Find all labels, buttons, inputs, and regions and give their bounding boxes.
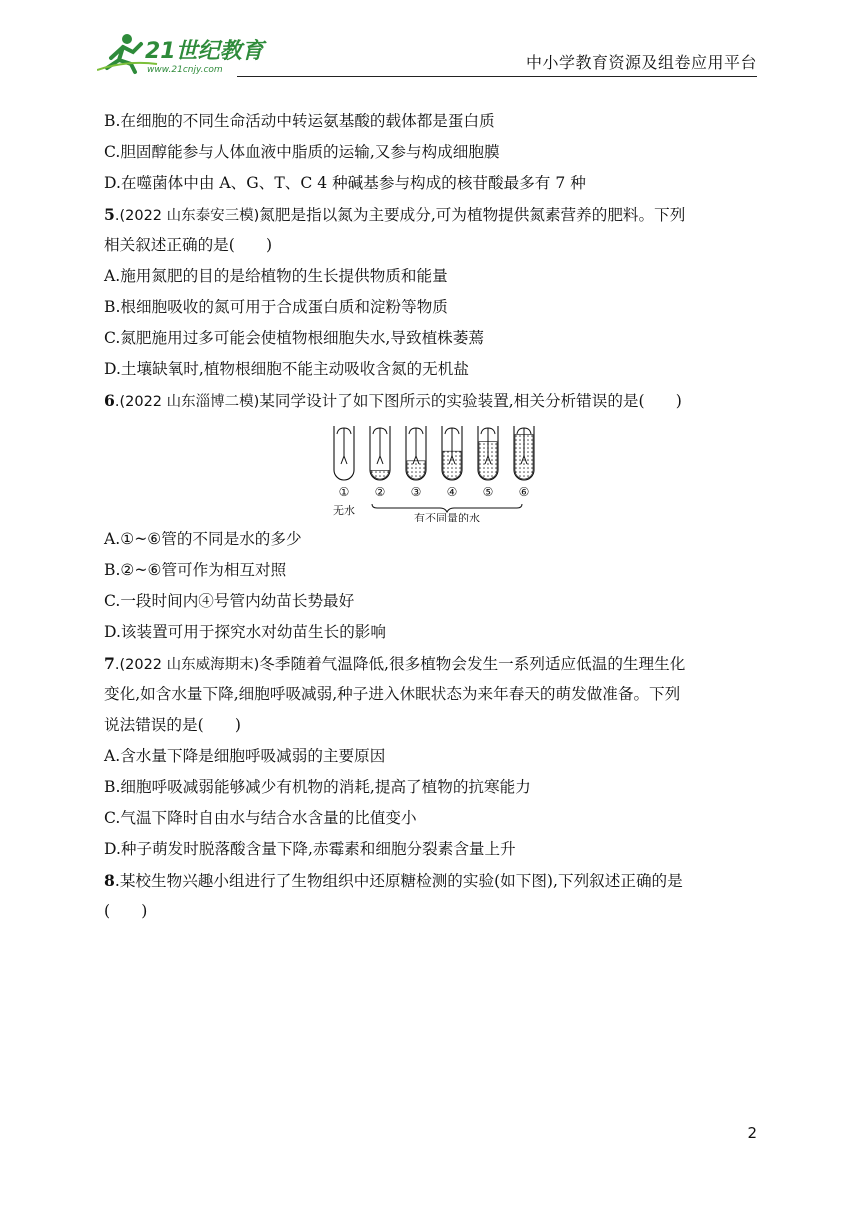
q4-option-d: D.在噬菌体中由 A、G、T、C 4 种碱基参与构成的核苷酸最多有 7 种 [104, 174, 586, 192]
q5-text: 氮肥是指以氮为主要成分,可为植物提供氮素营养的肥料。下列 [259, 206, 686, 224]
page-header [97, 30, 757, 80]
tube-label: ② [374, 485, 386, 499]
test-tube-1 [334, 426, 354, 499]
label-no-water: 无水 [333, 504, 355, 517]
seedling [337, 428, 351, 464]
q6-option-a: A.①~⑥管的不同是水的多少 [104, 530, 302, 548]
tube-label: ① [338, 485, 350, 499]
q7-option-a: A.含水量下降是细胞呼吸减弱的主要原因 [104, 747, 386, 765]
page-number: 2 [747, 1124, 757, 1142]
q8-number: 8 [104, 871, 115, 890]
q6-stem [104, 385, 754, 416]
test-tube-diagram [322, 422, 542, 522]
test-tube-4 [442, 426, 462, 499]
q6-number: 6 [104, 391, 115, 410]
q7-text: 冬季随着气温降低,很多植物会发生一系列适应低温的生理生化 [259, 655, 686, 673]
q7-option-c: C.气温下降时自由水与结合水含量的比值变小 [104, 809, 417, 827]
q5-source: .(2022 山东泰安三模) [114, 208, 260, 224]
q5-option-c: C.氮肥施用过多可能会使植物根细胞失水,导致植株萎蔫 [104, 329, 484, 347]
test-tube-3 [406, 426, 426, 499]
seedling [373, 428, 387, 464]
q5-number: 5 [104, 205, 115, 224]
tube-label: ⑥ [518, 485, 530, 499]
q6-option-d: D.该装置可用于探究水对幼苗生长的影响 [104, 623, 386, 641]
q6-option-c: C.一段时间内④号管内幼苗长势最好 [104, 592, 355, 610]
q5-stem-cont: 相关叙述正确的是( ) [104, 236, 273, 254]
brace [372, 504, 522, 512]
q8-text: .某校生物兴趣小组进行了生物组织中还原糖检测的实验(如下图),下列叙述正确的是 [114, 872, 683, 890]
q6-source: .(2022 山东淄博二模) [114, 394, 260, 410]
q7-option-b: B.细胞呼吸减弱能够减少有机物的消耗,提高了植物的抗寒能力 [104, 778, 531, 796]
svg-text:21世纪教育: 21世纪教育 [145, 39, 264, 64]
question-content [104, 106, 754, 927]
label-different-water: 有不同量的水 [414, 512, 480, 522]
q7-source: .(2022 山东威海期末) [114, 657, 260, 673]
header-divider [237, 76, 757, 77]
q5-option-b: B.根细胞吸收的氮可用于合成蛋白质和淀粉等物质 [104, 298, 448, 316]
test-tube-6 [514, 426, 534, 499]
test-tube-figure [104, 416, 754, 524]
tube-label: ③ [410, 485, 422, 499]
seedling [409, 428, 423, 464]
q7-stem-cont2: 说法错误的是( ) [104, 716, 241, 734]
water-level [407, 461, 425, 479]
tube-label: ④ [446, 485, 458, 499]
q7-option-d: D.种子萌发时脱落酸含量下降,赤霉素和细胞分裂素含量上升 [104, 840, 516, 858]
q7-number: 7 [104, 654, 115, 673]
q5-option-a: A.施用氮肥的目的是给植物的生长提供物质和能量 [104, 267, 448, 285]
svg-text:www.21cnjy.com: www.21cnjy.com [147, 65, 223, 75]
tube-label: ⑤ [482, 485, 494, 499]
q6-option-b: B.②~⑥管可作为相互对照 [104, 561, 287, 579]
q6-text: 某同学设计了如下图所示的实验装置,相关分析错误的是( ) [259, 392, 682, 410]
test-tube-5 [478, 426, 498, 499]
q8-stem-cont: ( ) [104, 902, 148, 920]
platform-name: 中小学教育资源及组卷应用平台 [525, 53, 757, 72]
logo [97, 30, 267, 76]
q4-option-c: C.胆固醇能参与人体血液中脂质的运输,又参与构成细胞膜 [104, 143, 500, 161]
test-tube-2 [370, 426, 390, 499]
q5-option-d: D.土壤缺氧时,植物根细胞不能主动吸收含氮的无机盐 [104, 360, 469, 378]
q8-stem [104, 865, 754, 896]
q5-stem [104, 199, 754, 230]
q4-option-b: B.在细胞的不同生命活动中转运氨基酸的载体都是蛋白质 [104, 112, 495, 130]
q7-stem [104, 648, 754, 679]
q7-stem-cont: 变化,如含水量下降,细胞呼吸减弱,种子进入休眠状态为来年春天的萌发做准备。下列 [104, 685, 681, 703]
